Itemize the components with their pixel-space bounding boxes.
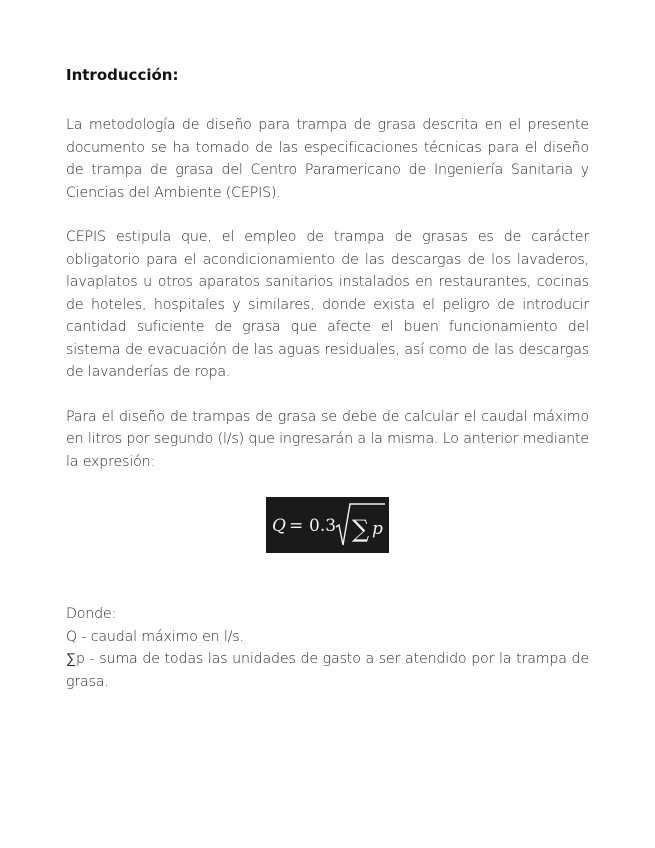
definition-q: Q - caudal máximo en l/s. [66,628,244,645]
section-heading: Introducción: [66,66,179,84]
definitions-intro: Donde: [66,606,117,622]
document-page [66,64,589,693]
formula-equals: = [289,516,304,536]
paragraph-cepis: CEPIS estipula que, el empleo de trampa de grasas es de carácter obligatorio para el acondicionamiento de las descargas de los lavaderos, lavaplatos u otros aparatos sanitarios instalados en restaurantes, cocinas de hoteles, hospitales y similares, donde exista el peligro de introducir cantidad suficiente de grasa que afecte el buen funcionamiento del sistema de evacuación de las aguas residuales, así como de las descargas de lavanderías de ropa. [66,229,589,380]
paragraph-flow-calc: Para el diseño de trampas de grasa se debe de calcular el caudal máximo en litros por segundo (l/s) que ingresarán a la misma. Lo anterior mediante la expresión: [66,408,589,470]
formula-variable: p [372,519,383,539]
formula-container [66,497,589,553]
formula-lhs: Q [272,516,286,536]
formula-sum-symbol: ∑ [352,515,370,543]
definition-p: ∑p - suma de todas las unidades de gasto a ser atendido por la trampa de grasa. [66,651,589,690]
formula-coefficient: 0.3 [309,516,337,536]
definitions-block [66,603,589,693]
formula-image [266,497,389,553]
paragraph-methodology: La metodología de diseño para trampa de grasa descrita en el presente documento se ha tomado de las especificaciones técnicas para el diseño de trampa de grasa del Centro Paramericano de Ingeniería Sanitaria y Ciencias del Ambiente (CEPIS). [66,117,589,201]
formula-svg [266,497,389,553]
